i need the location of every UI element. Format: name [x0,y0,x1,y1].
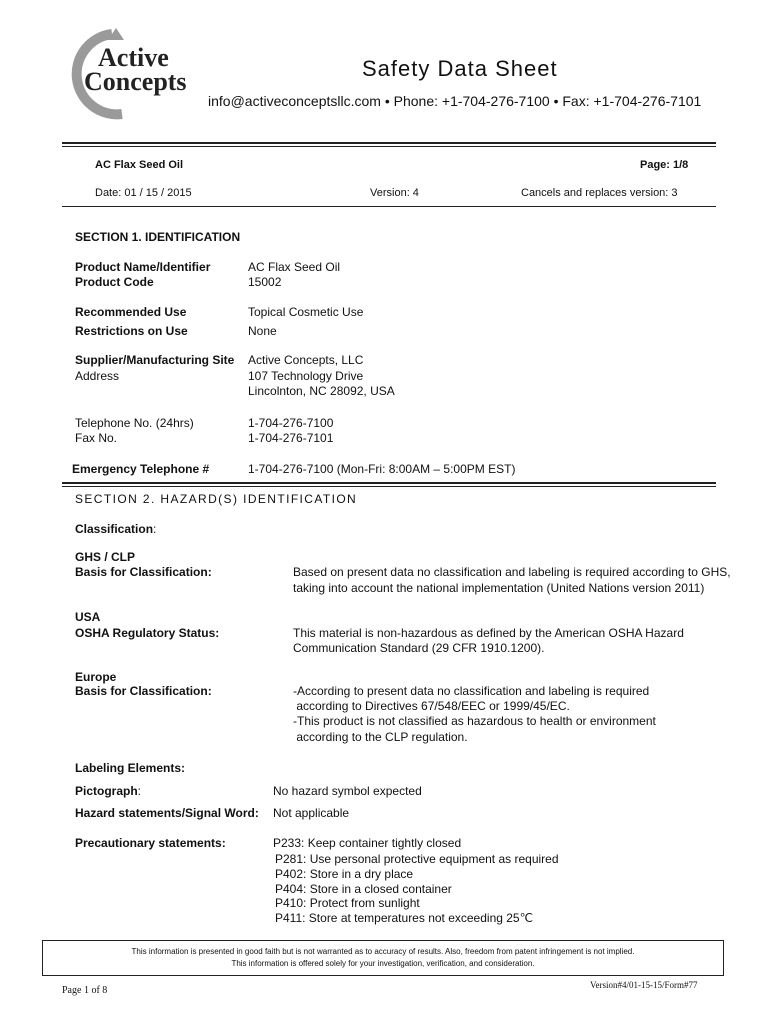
section-divider-thin [62,486,716,487]
section-divider [62,482,716,484]
restrictions-value: None [248,324,277,338]
precautionary-item: P404: Store in a closed container [275,882,452,896]
emergency-label: Emergency Telephone # [72,462,210,476]
eu-line4: according to the CLP regulation. [293,730,468,744]
page-number-header: Page: 1/8 [640,159,689,171]
logo-text-line1: Active [98,43,169,72]
precautionary-label: Precautionary statements: [75,836,226,850]
ghs-basis-line2: taking into account the national implementation (United Nations version 2011) [293,581,705,595]
section1-heading: SECTION 1. IDENTIFICATION [75,230,241,244]
osha-line2: Communication Standard (29 CFR 1910.1200). [293,641,545,655]
header-rule-bottom [62,206,716,207]
classification-label: Classification [75,522,154,536]
disclaimer-line2: This information is offered solely for your investigation, verification, and consideration. [231,959,535,968]
eu-basis-label: Basis for Classification: [75,684,212,698]
address-line1: 107 Technology Drive [248,369,364,383]
address-line2: Lincolnton, NC 28092, USA [248,384,395,398]
disclaimer-line1: This information is presented in good faith but is not warranted as to accuracy of results. Also, freedom from patent infringement is not implied. [131,947,635,956]
precautionary-item: P233: Keep container tightly closed [273,836,462,850]
ghs-label: GHS / CLP [75,550,136,564]
date-header: Date: 01 / 15 / 2015 [95,187,192,199]
supplier-value: Active Concepts, LLC [248,353,364,367]
europe-label: Europe [75,670,117,684]
classification-label-row [75,522,156,537]
document-title: Safety Data Sheet [362,56,558,81]
telephone-label: Telephone No. (24hrs) [75,416,194,430]
labeling-elements-label: Labeling Elements: [75,761,186,775]
eu-line1: -According to present data no classification and labeling is required [293,684,650,698]
product-code-value: 15002 [248,275,282,289]
section2-heading: SECTION 2. HAZARD(S) IDENTIFICATION [75,492,358,506]
header-rule-top-thin [62,146,716,147]
disclaimer-box [42,940,724,976]
pictograph-label-row [75,784,141,799]
supplier-label: Supplier/Manufacturing Site [75,353,235,367]
eu-line2: according to Directives 67/548/EEC or 1999/45/EC. [293,699,570,713]
header-rule-top [62,142,716,144]
osha-label: OSHA Regulatory Status: [75,626,220,640]
hazard-statements-label: Hazard statements/Signal Word: [75,806,259,820]
address-label: Address [75,369,120,383]
product-name-label: Product Name/Identifier [75,260,211,274]
precautionary-item: P411: Store at temperatures not exceeding 25℃ [275,911,534,925]
osha-line1: This material is non-hazardous as defined by the American OSHA Hazard [293,626,684,640]
logo-text-line2: Concepts [84,67,187,96]
restrictions-label: Restrictions on Use [75,324,188,338]
hazard-statements-value: Not applicable [273,806,350,820]
ghs-basis-line1: Based on present data no classification and labeling is required according to GHS, [293,565,731,579]
emergency-value: 1-704-276-7100 (Mon-Fri: 8:00AM – 5:00PM EST) [248,462,516,476]
recommended-use-value: Topical Cosmetic Use [248,305,364,319]
precautionary-item: P410: Protect from sunlight [275,896,420,910]
pictograph-colon: : [137,784,142,798]
usa-label: USA [75,610,101,624]
footer-page-number: Page 1 of 8 [62,985,108,996]
telephone-value: 1-704-276-7100 [248,416,334,430]
fax-label: Fax No. [75,431,118,445]
pictograph-value: No hazard symbol expected [273,784,422,798]
product-code-label: Product Code [75,275,154,289]
product-name-header: AC Flax Seed Oil [95,159,184,171]
product-name-value: AC Flax Seed Oil [248,260,341,274]
precautionary-item: P281: Use personal protective equipment as required [275,852,559,866]
pictograph-label: Pictograph [75,784,138,798]
contact-line: info@activeconceptsllc.com • Phone: +1-704-276-7100 • Fax: +1-704-276-7101 [208,93,702,109]
eu-line3: -This product is not classified as hazardous to health or environment [293,714,656,728]
ghs-basis-label: Basis for Classification: [75,565,212,579]
cancels-header: Cancels and replaces version: 3 [521,187,678,199]
footer-version: Version#4/01-15-15/Form#77 [590,980,698,990]
classification-colon: : [153,522,157,536]
fax-value: 1-704-276-7101 [248,431,334,445]
recommended-use-label: Recommended Use [75,305,187,319]
precautionary-item: P402: Store in a dry place [275,867,414,881]
version-header: Version: 4 [370,187,419,199]
